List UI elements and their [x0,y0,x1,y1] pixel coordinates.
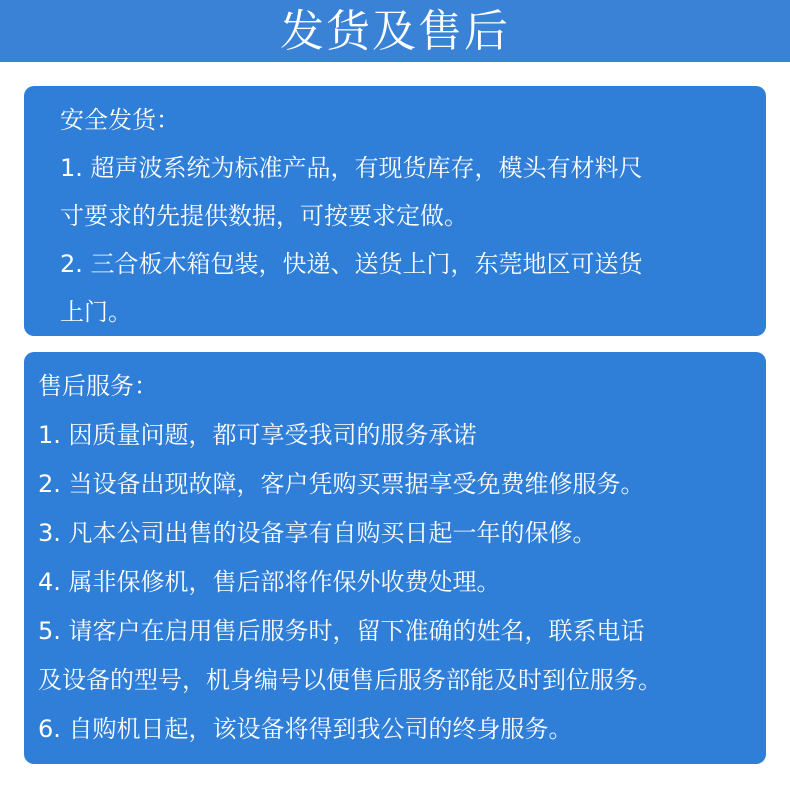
aftersales-line: 及设备的型号，机身编号以便售后服务部能及时到位服务。 [38,666,662,694]
page-title: 发货及售后 [280,6,510,57]
aftersales-section [24,352,766,764]
page-header [0,0,790,62]
aftersales-line: 2. 当设备出现故障，客户凭购买票据享受免费维修服务。 [38,470,645,498]
aftersales-line: 5. 请客户在启用售后服务时，留下准确的姓名，联系电话 [38,617,645,645]
shipping-line: 2. 三合板木箱包装，快递、送货上门，东莞地区可送货 [60,250,643,278]
shipping-line: 寸要求的先提供数据，可按要求定做。 [60,202,468,230]
shipping-section [24,86,766,336]
aftersales-heading: 售后服务： [38,372,158,400]
aftersales-line: 4. 属非保修机，售后部将作保外收费处理。 [38,568,501,596]
shipping-line: 1. 超声波系统为标准产品，有现货库存，模头有材料尺 [60,154,643,182]
shipping-heading: 安全发货： [60,106,180,134]
shipping-line: 上门。 [60,298,132,326]
aftersales-line: 3. 凡本公司出售的设备享有自购买日起一年的保修。 [38,519,597,547]
aftersales-line: 1. 因质量问题，都可享受我司的服务承诺 [38,421,477,449]
aftersales-line: 6. 自购机日起，该设备将得到我公司的终身服务。 [38,715,573,743]
